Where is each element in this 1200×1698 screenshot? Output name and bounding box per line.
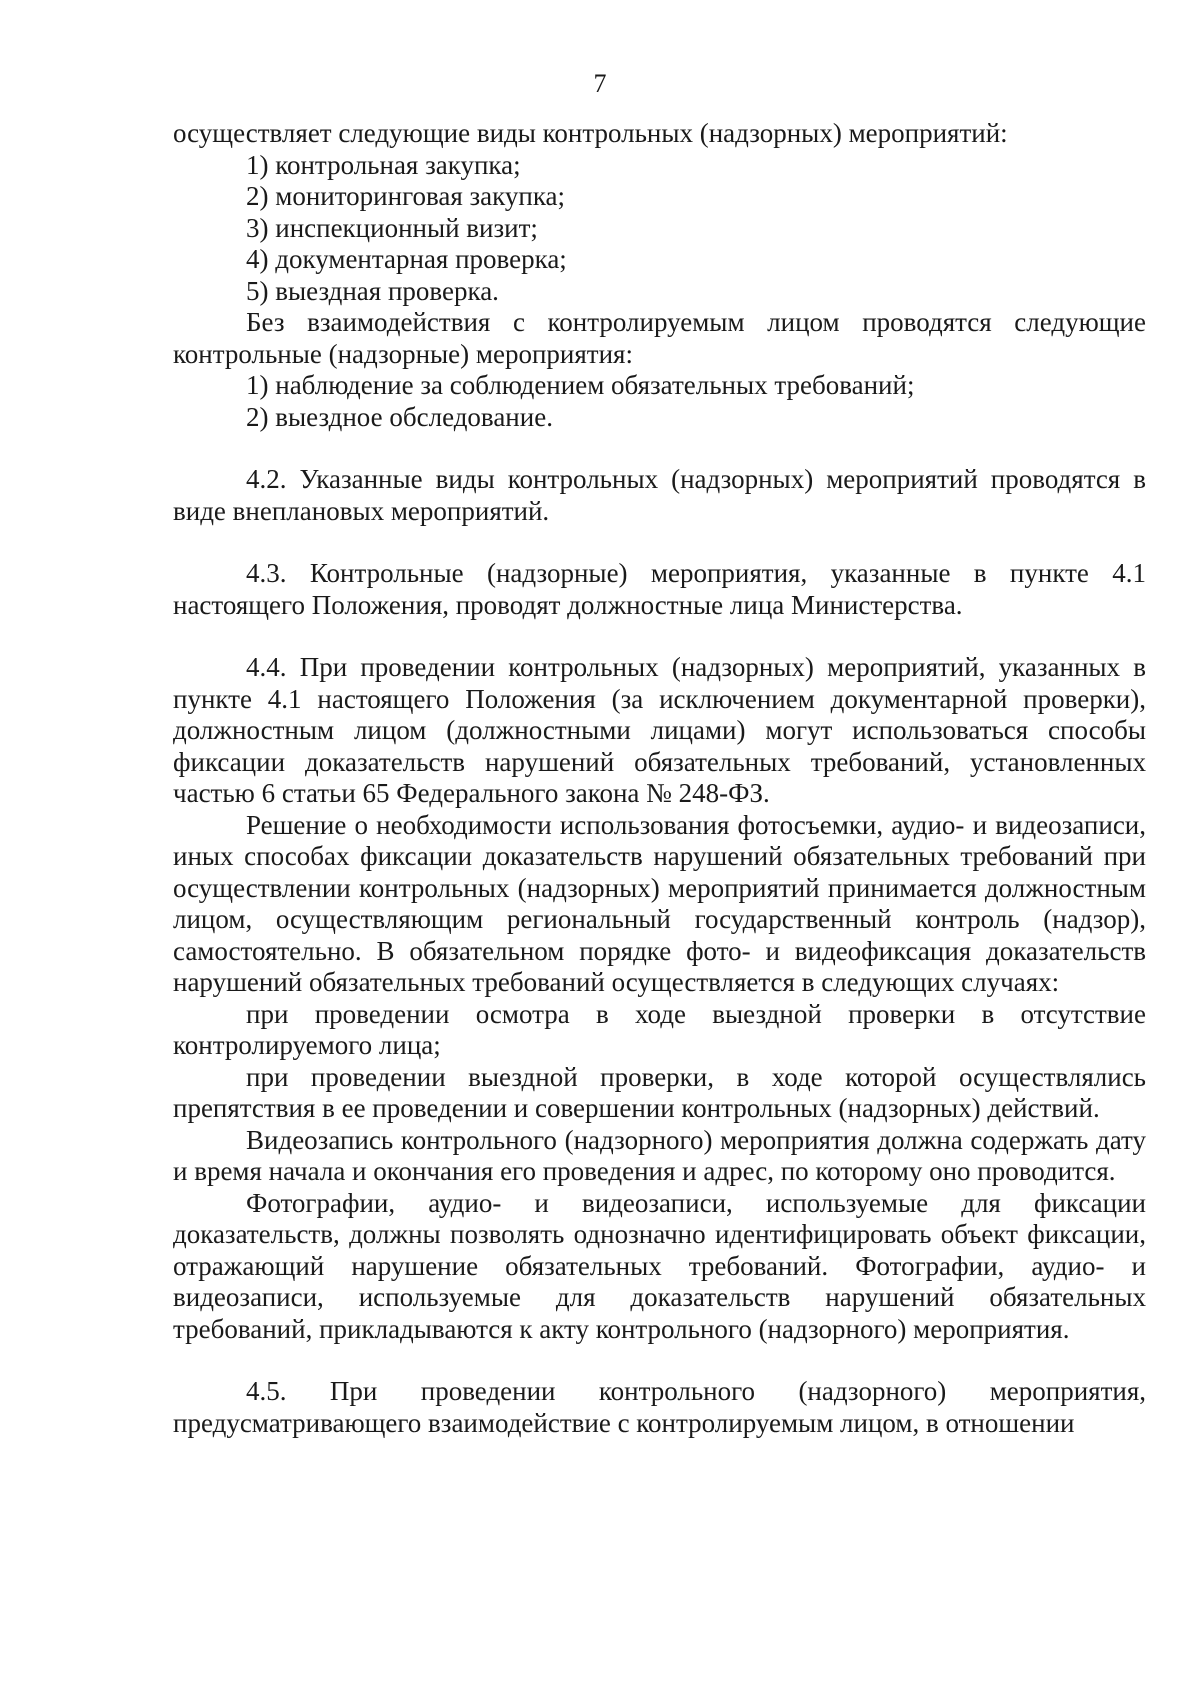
clause-4-4: 4.4. При проведении контрольных (надзорных) мероприятий, указанных в пункте 4.1 настоящего Положения (за исключением документарной проверки), должностным лицом (должностными лицами) могут использоваться способы фиксации доказательств нарушений обязательных требований, установленных частью 6 статьи 65 Федерального закона № 248-ФЗ. xyxy=(173,652,1146,808)
page-number: 7 xyxy=(593,69,607,98)
clause-4-5: 4.5. При проведении контрольного (надзорного) мероприятия, предусматривающего взаимодействие с контролируемым лицом, в отношении xyxy=(173,1376,1146,1438)
list-item-monitoring-purchase: 2) мониторинговая закупка; xyxy=(246,181,566,211)
list-item-observation: 1) наблюдение за соблюдением обязательных требований; xyxy=(246,370,915,400)
paragraph-decision-recording: Решение о необходимости использования фотосъемки, аудио- и видеозаписи, иных способах фиксации доказательств нарушений обязательных требований при осуществлении контрольных (надзорных) мероприятий принимается должностным лицом, осуществляющим региональный государственный контроль (надзор), самостоятельно. В обязательном порядке фото- и видеофиксация доказательств нарушений обязательных требований осуществляется в следующих случаях: xyxy=(173,809,1146,997)
paragraph-video-requirements: Видеозапись контрольного (надзорного) мероприятия должна содержать дату и время начала и окончания его проведения и адрес, по которому оно проводится. xyxy=(173,1124,1146,1186)
list-item-documentary-check: 4) документарная проверка; xyxy=(246,244,567,274)
paragraph-case-obstruction: при проведении выездной проверки, в ходе которой осуществлялись препятствия в ее проведении и совершении контрольных (надзорных) действий. xyxy=(173,1061,1146,1123)
document-body xyxy=(173,118,1146,1439)
paragraph-intro: осуществляет следующие виды контрольных (надзорных) мероприятий: xyxy=(173,118,1008,148)
clause-4-3: 4.3. Контрольные (надзорные) мероприятия, указанные в пункте 4.1 настоящего Положения, проводят должностные лица Министерства. xyxy=(173,558,1146,620)
list-item-inspection-visit: 3) инспекционный визит; xyxy=(246,212,538,243)
paragraph-without-interaction: Без взаимодействия с контролируемым лицом проводятся следующие контрольные (надзорные) мероприятия: xyxy=(173,307,1146,369)
paragraph-photo-requirements: Фотографии, аудио- и видеозаписи, используемые для фиксации доказательств, должны позволять однозначно идентифицировать объект фиксации, отражающий нарушение обязательных требований. Фотографии, аудио- и видеозаписи, используемые для доказательств нарушений обязательных требований, прикладываются к акту контрольного (надзорного) мероприятия. xyxy=(173,1187,1146,1344)
list-item-control-purchase: 1) контрольная закупка; xyxy=(246,149,521,180)
paragraph-case-inspection: при проведении осмотра в ходе выездной проверки в отсутствие контролируемого лица; xyxy=(173,998,1146,1060)
clause-4-2: 4.2. Указанные виды контрольных (надзорных) мероприятий проводятся в виде внеплановых мероприятий. xyxy=(173,464,1146,526)
list-item-field-check: 5) выездная проверка. xyxy=(246,275,499,306)
list-item-field-survey: 2) выездное обследование. xyxy=(246,401,553,432)
